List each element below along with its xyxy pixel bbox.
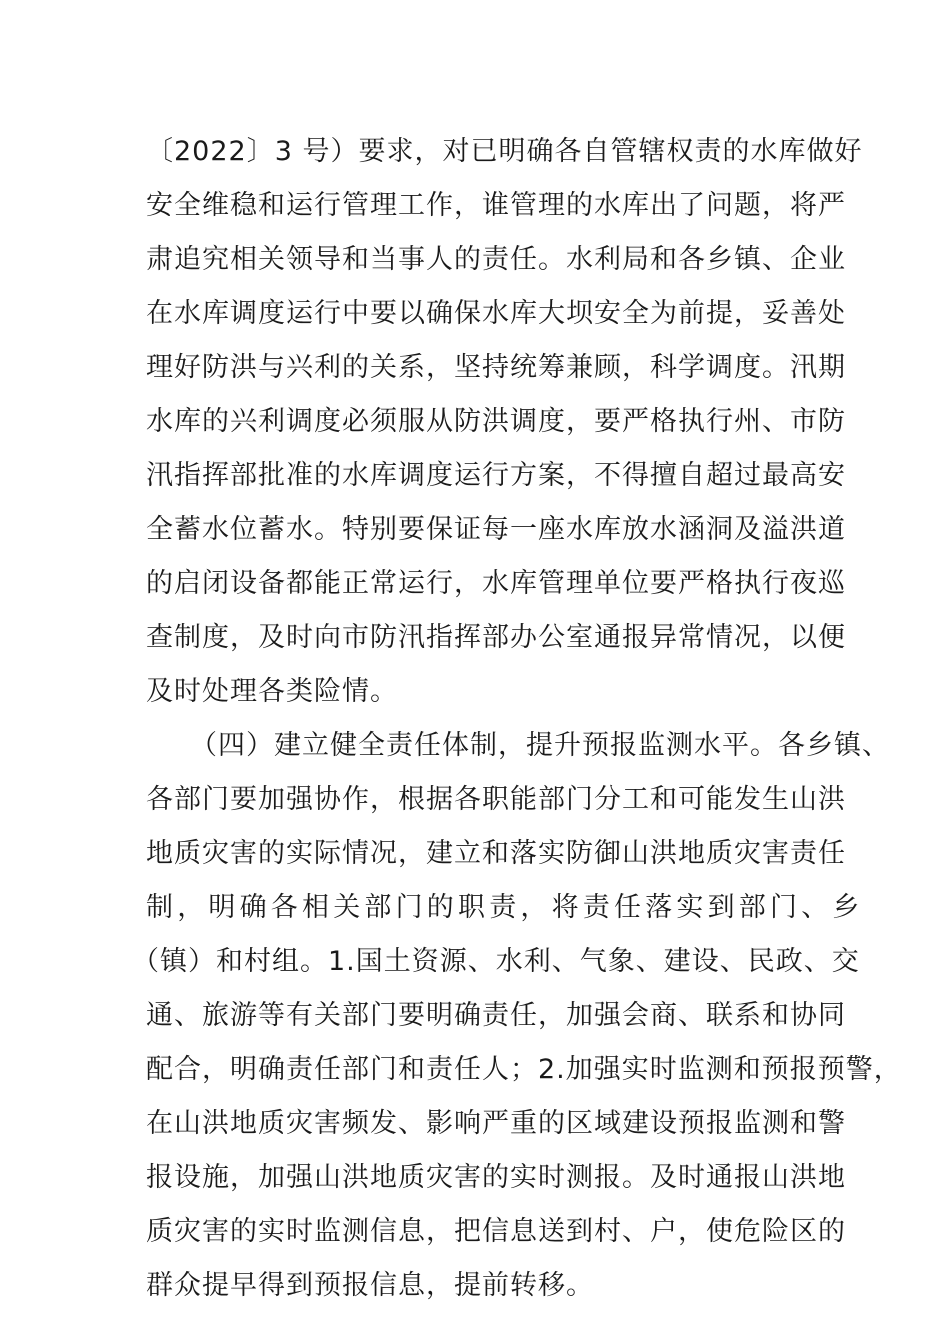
text-line: 配合，明确责任部门和责任人；2.加强实时监测和预报预警， — [146, 1054, 902, 1085]
text-line: 水库的兴利调度必须服从防洪调度，要严格执行州、市防 — [146, 406, 846, 437]
text-line: 报设施，加强山洪地质灾害的实时测报。及时通报山洪地 — [146, 1162, 846, 1193]
text-line: 〔2022〕3 号）要求，对已明确各自管辖权责的水库做好 — [146, 136, 863, 167]
text-line: 通、旅游等有关部门要明确责任，加强会商、联系和协同 — [146, 1000, 846, 1031]
text-line: 理好防洪与兴利的关系，坚持统筹兼顾，科学调度。汛期 — [146, 352, 846, 383]
text-line: 全蓄水位蓄水。特别要保证每一座水库放水涵洞及溢洪道 — [146, 514, 846, 545]
text-line: 各部门要加强协作，根据各职能部门分工和可能发生山洪 — [146, 784, 846, 815]
text-line: 群众提早得到预报信息，提前转移。 — [146, 1270, 594, 1301]
paragraph-responsibility-system — [132, 719, 902, 1313]
text-line: 的启闭设备都能正常运行，水库管理单位要严格执行夜巡 — [146, 568, 846, 599]
text-line: 汛指挥部批准的水库调度运行方案，不得擅自超过最高安 — [146, 460, 846, 491]
text-line: 及时处理各类险情。 — [146, 676, 398, 707]
text-line: 在水库调度运行中要以确保水库大坝安全为前提，妥善处 — [146, 298, 846, 329]
text-line: 在山洪地质灾害频发、影响严重的区域建设预报监测和警 — [146, 1108, 846, 1139]
text-line: （镇）和村组。1.国土资源、水利、气象、建设、民政、交 — [132, 946, 860, 977]
text-line: 查制度，及时向市防汛指挥部办公室通报异常情况，以便 — [146, 622, 846, 653]
text-line: 制，明确各相关部门的职责，将责任落实到部门、乡 — [146, 892, 864, 923]
text-line: 肃追究相关领导和当事人的责任。水利局和各乡镇、企业 — [146, 244, 846, 275]
paragraph-first-line: （四）建立健全责任体制，提升预报监测水平。各乡镇、 — [190, 730, 890, 761]
text-line: 地质灾害的实际情况，建立和落实防御山洪地质灾害责任 — [146, 838, 846, 869]
text-line: 安全维稳和运行管理工作，谁管理的水库出了问题，将严 — [146, 190, 846, 221]
paragraph-reservoir-management — [146, 125, 863, 719]
body-text — [132, 125, 902, 1313]
text-line: 质灾害的实时监测信息，把信息送到村、户，使危险区的 — [146, 1216, 846, 1247]
